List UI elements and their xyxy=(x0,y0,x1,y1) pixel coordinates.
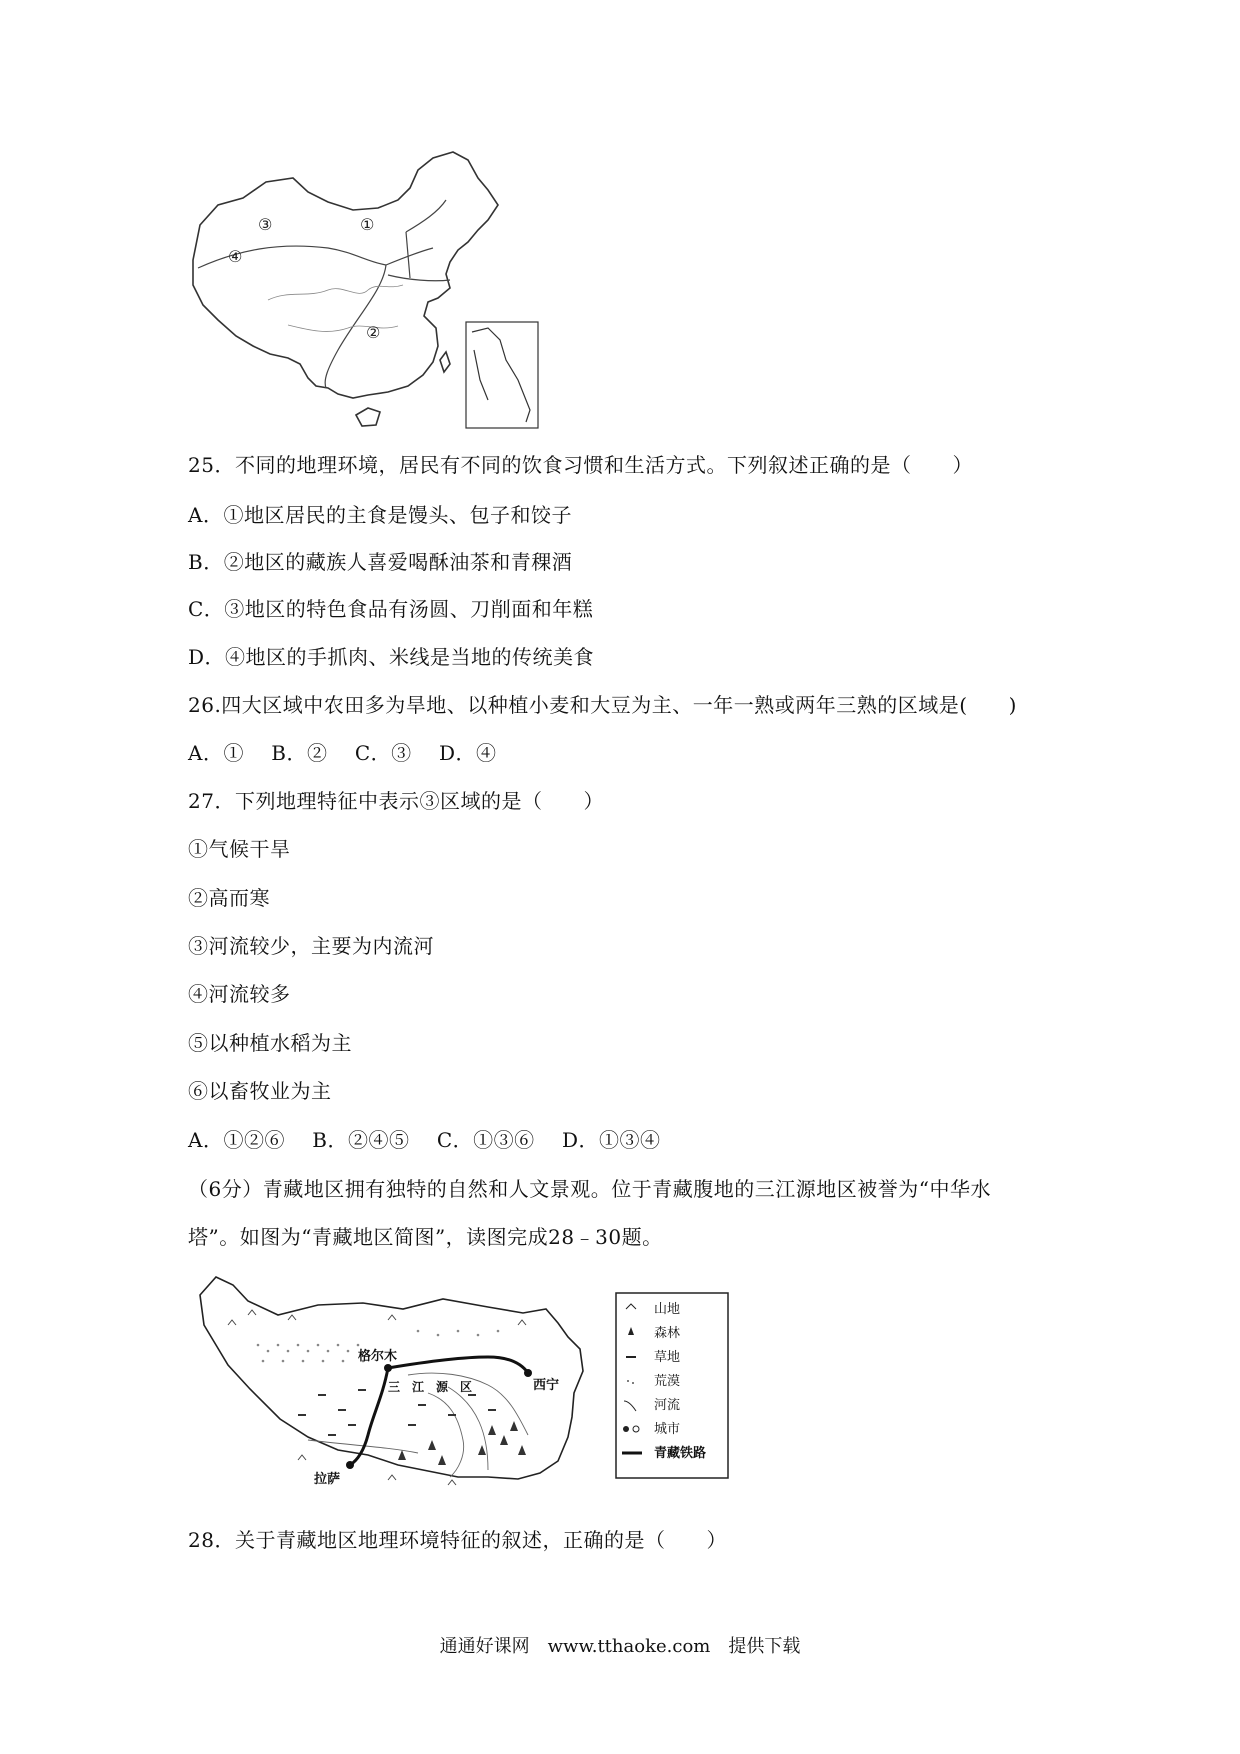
china-regions-map xyxy=(188,150,543,430)
q26-stem: 26.四大区域中农田多为旱地、以种植小麦和大豆为主、一年一熟或两年三熟的区域是( ) xyxy=(188,693,1017,717)
legend-mountain: 山地 xyxy=(654,1302,681,1317)
legend-grassland: 草地 xyxy=(654,1350,681,1365)
city-golmud-marker xyxy=(384,1364,392,1372)
q26-options: A．① B．② C．③ D．④ xyxy=(188,741,497,765)
q25-option-a: A．①地区居民的主食是馒头、包子和饺子 xyxy=(188,503,572,527)
q27-stem: 27．下列地理特征中表示③区域的是（ ） xyxy=(188,789,604,813)
region-label-3: ③ xyxy=(258,215,273,234)
legend-city: 城市 xyxy=(654,1422,681,1437)
q27-item-3: ③河流较少，主要为内流河 xyxy=(188,934,434,958)
q25-option-d: D．④地区的手抓肉、米线是当地的传统美食 xyxy=(188,645,595,669)
qinghai-tibet-map xyxy=(188,1265,738,1510)
map-legend xyxy=(616,1293,728,1478)
page-footer: 通通好课网 www.tthaoke.com 提供下载 xyxy=(439,1636,801,1657)
q27-options: A．①②⑥ B．②④⑤ C．①③⑥ D．①③④ xyxy=(188,1128,661,1152)
legend-railway: 青藏铁路 xyxy=(654,1446,707,1461)
q27-item-4: ④河流较多 xyxy=(188,982,291,1006)
q27-item-2: ②高而寒 xyxy=(188,886,270,910)
intro-line-2: 塔”。如图为“青藏地区简图”，读图完成28﹣30题。 xyxy=(188,1225,663,1249)
region-label-2: ② xyxy=(366,323,381,342)
city-lhasa-marker xyxy=(346,1461,354,1469)
city-xining-marker xyxy=(524,1369,532,1377)
region-label-4: ④ xyxy=(228,247,243,266)
city-label-lhasa: 拉萨 xyxy=(314,1472,341,1487)
intro-line-1: （6分）青藏地区拥有独特的自然和人文景观。位于青藏腹地的三江源地区被誉为“中华水 xyxy=(188,1177,991,1201)
q25-stem: 25．不同的地理环境，居民有不同的饮食习惯和生活方式。下列叙述正确的是（ ） xyxy=(188,453,973,477)
q27-item-6: ⑥以畜牧业为主 xyxy=(188,1079,332,1103)
legend-desert: 荒漠 xyxy=(654,1374,681,1389)
q25-option-c: C．③地区的特色食品有汤圆、刀削面和年糕 xyxy=(188,597,594,621)
china-outline xyxy=(193,152,498,426)
q27-item-5: ⑤以种植水稻为主 xyxy=(188,1031,352,1055)
region-markers xyxy=(228,215,380,342)
legend-river: 河流 xyxy=(654,1398,681,1413)
q25-option-b: B．②地区的藏族人喜爱喝酥油茶和青稞酒 xyxy=(188,550,573,574)
region-label-1: ① xyxy=(360,215,375,234)
city-label-xining: 西宁 xyxy=(533,1378,560,1393)
sanjiangyuan-label: 三 江 源 区 xyxy=(388,1380,473,1394)
city-label-golmud: 格尔木 xyxy=(358,1349,398,1364)
south-sea-inset xyxy=(466,322,538,428)
region-boundaries xyxy=(198,200,450,388)
q27-item-1: ①气候干旱 xyxy=(188,837,291,861)
grassland-marks xyxy=(298,1390,496,1435)
legend-forest: 森林 xyxy=(654,1326,681,1341)
q28-stem: 28．关于青藏地区地理环境特征的叙述，正确的是（ ） xyxy=(188,1528,727,1552)
rivers xyxy=(268,285,403,331)
